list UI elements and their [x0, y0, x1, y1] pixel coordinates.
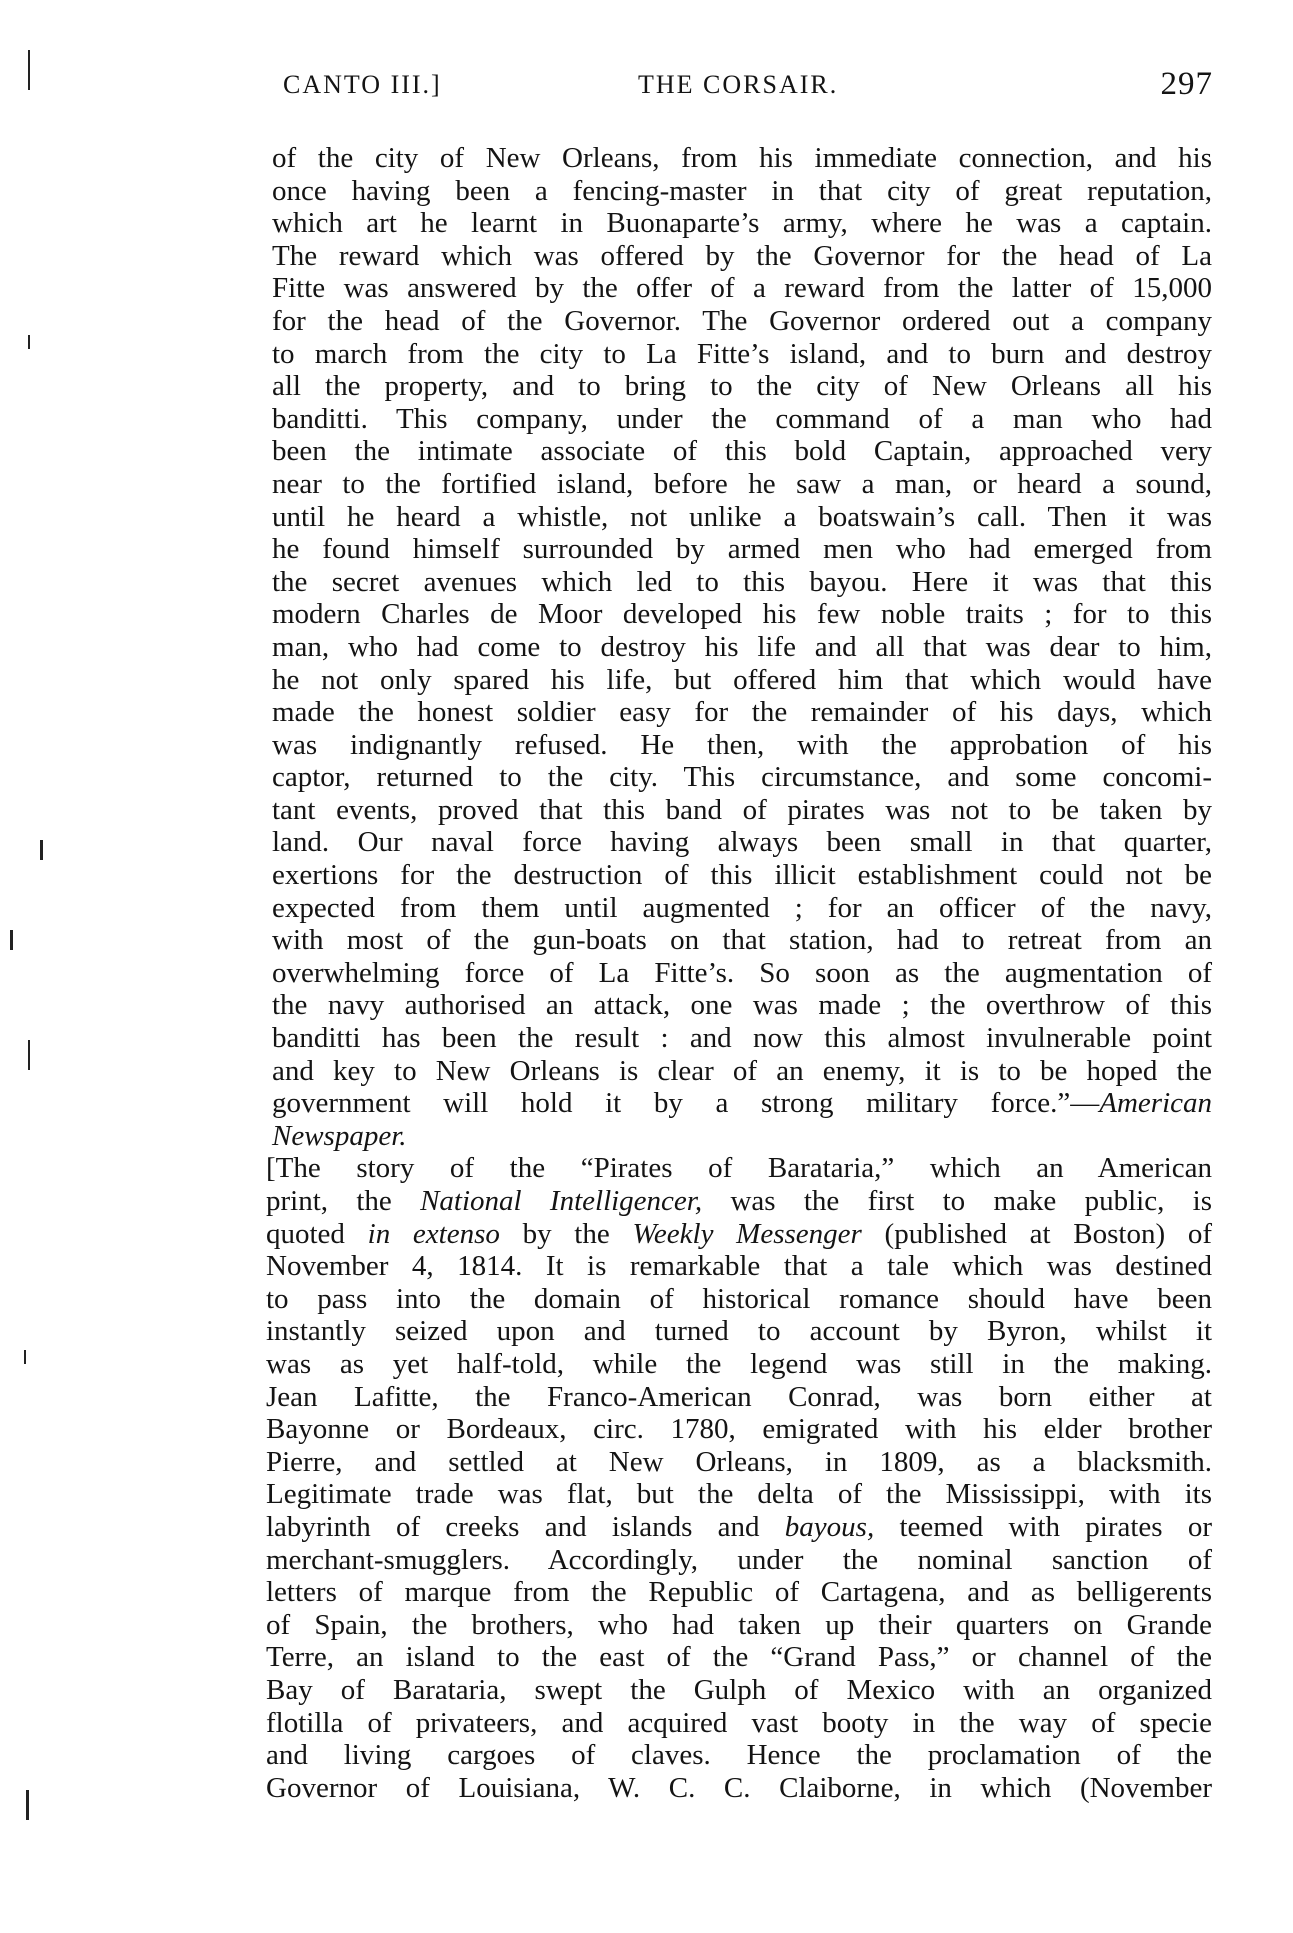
text-line: Bay of Barataria, swept the Gulph of Mexico with an organized [266, 1673, 1212, 1706]
italic-word: bayous, [784, 1510, 875, 1543]
latin-phrase: in extenso [367, 1217, 500, 1250]
text-line: banditti has been the result : and now this almost invulnerable point [272, 1022, 1212, 1055]
text-line: which art he learnt in Buonaparte’s army, where he was a captain. [272, 207, 1212, 240]
scan-margin-marks [0, 0, 80, 1933]
text-line: the navy authorised an attack, one was made ; the overthrow of this [272, 989, 1212, 1022]
text-line: and living cargoes of claves. Hence the proclamation of the [266, 1739, 1212, 1772]
text-line [266, 1218, 1212, 1251]
paragraph-quoted-newspaper [272, 142, 1212, 1152]
text-line: The reward which was offered by the Governor for the head of La [272, 239, 1212, 272]
body-text [266, 142, 1213, 1804]
scan-mark [10, 930, 13, 950]
text-line: Terre, an island to the east of the “Grand Pass,” or channel of the [266, 1641, 1212, 1674]
text-line: captor, returned to the city. This circumstance, and some concomi- [272, 761, 1212, 794]
scan-mark [28, 1040, 30, 1070]
text-line: exertions for the destruction of this illicit establishment could not be [272, 859, 1212, 892]
text-line: of the city of New Orleans, from his immediate connection, and his [272, 142, 1212, 174]
text-line: letters of marque from the Republic of Cartagena, and as belligerents [266, 1576, 1212, 1609]
text-line: made the honest soldier easy for the remainder of his days, which [272, 696, 1212, 729]
text-line: land. Our naval force having always been small in that quarter, [272, 826, 1212, 859]
canto-label: CANTO III.] [283, 70, 442, 99]
text-line: with most of the gun-boats on that station, had to retreat from an [272, 924, 1212, 957]
text-line: Pierre, and settled at New Orleans, in 1809, as a blacksmith. [266, 1445, 1212, 1478]
text-line: modern Charles de Moor developed his few noble traits ; for to this [272, 598, 1212, 631]
text-segment: was the first to make public, is [702, 1185, 1213, 1217]
text-segment: (published at Boston) of [861, 1217, 1213, 1250]
text-segment: government will hold it by a strong military force.”— [272, 1087, 1100, 1120]
text-line: to march from the city to La Fitte’s island, and to burn and destroy [272, 337, 1212, 370]
publication-title: National Intelligencer, [420, 1185, 703, 1217]
paragraph-editorial-note [266, 1152, 1212, 1804]
text-line: Bayonne or Bordeaux, circ. 1780, emigrated with his elder brother [266, 1413, 1212, 1446]
text-segment: labyrinth of creeks and islands and [266, 1510, 785, 1543]
scan-mark [40, 840, 43, 860]
text-line: and key to New Orleans is clear of an enemy, it is to be hoped the [272, 1054, 1212, 1087]
text-line: Legitimate trade was flat, but the delta of the Mississippi, with its [266, 1478, 1212, 1511]
text-line: he found himself surrounded by armed men who had emerged from [272, 533, 1212, 566]
text-segment: by the [499, 1217, 633, 1250]
text-line: overwhelming force of La Fitte’s. So soon as the augmentation of [272, 956, 1212, 989]
running-head [283, 66, 1213, 110]
text-line: expected from them until augmented ; for an officer of the navy, [272, 891, 1212, 924]
text-line: of Spain, the brothers, who had taken up their quarters on Grande [266, 1608, 1212, 1641]
text-line: he not only spared his life, but offered him that which would have [272, 663, 1212, 696]
text-line: once having been a fencing-master in that city of great reputation, [272, 174, 1212, 207]
scan-mark [26, 1790, 29, 1820]
text-line: for the head of the Governor. The Governor ordered out a company [272, 304, 1212, 337]
text-line: instantly seized upon and turned to account by Byron, whilst it [266, 1315, 1212, 1348]
scan-mark [24, 1350, 26, 1364]
text-line: the secret avenues which led to this bayou. Here it was that this [272, 565, 1212, 598]
source-attribution: American [1099, 1087, 1212, 1120]
text-line: [The story of the “Pirates of Barataria,” which an American [266, 1152, 1212, 1185]
text-line: merchant-smugglers. Accordingly, under the nominal sanction of [266, 1543, 1212, 1576]
text-line: man, who had come to destroy his life and all that was dear to him, [272, 630, 1212, 663]
text-segment: quoted [266, 1217, 368, 1250]
text-line [272, 1087, 1212, 1120]
publication-title: Weekly Messenger [632, 1217, 862, 1250]
text-line [266, 1185, 1212, 1218]
text-line: all the property, and to bring to the city of New Orleans all his [272, 370, 1212, 403]
text-line: Jean Lafitte, the Franco-American Conrad, was born either at [266, 1380, 1212, 1413]
text-line: November 4, 1814. It is remarkable that a tale which was destined [266, 1250, 1212, 1283]
text-line: was as yet half-told, while the legend was still in the making. [266, 1347, 1212, 1380]
source-attribution-line: Newspaper. [272, 1119, 407, 1152]
text-line: flotilla of privateers, and acquired vast booty in the way of specie [266, 1706, 1212, 1739]
text-line: was indignantly refused. He then, with the approbation of his [272, 728, 1212, 761]
text-line: near to the fortified island, before he saw a man, or heard a sound, [272, 467, 1212, 500]
text-line: Governor of Louisiana, W. C. C. Claiborne, in which (November [266, 1771, 1212, 1804]
text-line: Fitte was answered by the offer of a reward from the latter of 15,000 [272, 272, 1212, 305]
text-line: been the intimate associate of this bold Captain, approached very [272, 435, 1212, 468]
text-line [266, 1511, 1212, 1544]
text-line: to pass into the domain of historical romance should have been [266, 1282, 1212, 1315]
page-number: 297 [1160, 66, 1213, 102]
text-segment: teemed with pirates or [874, 1510, 1212, 1543]
scan-mark [28, 50, 30, 90]
text-segment: print, the [266, 1185, 421, 1217]
text-line: until he heard a whistle, not unlike a boatswain’s call. Then it was [272, 500, 1212, 533]
book-title: THE CORSAIR. [638, 70, 839, 99]
text-line: banditti. This company, under the command of a man who had [272, 402, 1212, 435]
text-line: tant events, proved that this band of pirates was not to be taken by [272, 793, 1212, 826]
scan-mark [28, 335, 30, 349]
